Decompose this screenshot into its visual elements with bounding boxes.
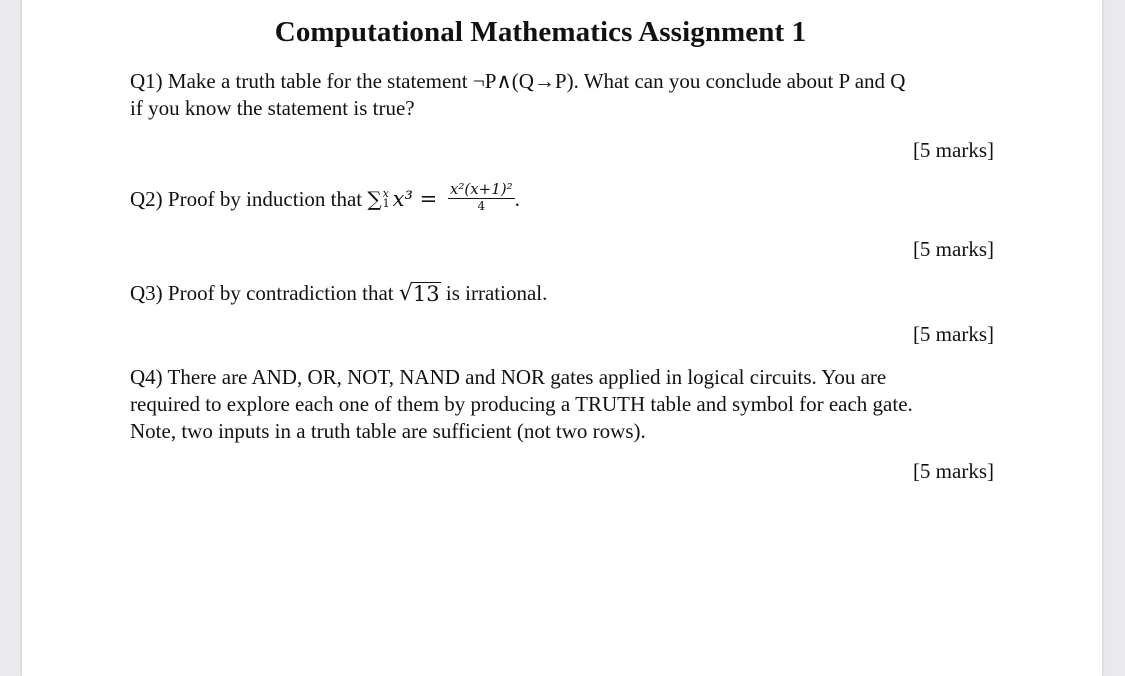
- question-4-line-1: Q4) There are AND, OR, NOT, NAND and NOR gates applied in logical circuits. You are: [130, 365, 887, 389]
- question-3-prefix: Q3) Proof by contradiction that: [130, 281, 399, 305]
- question-3-marks: [5 marks]: [912, 322, 994, 346]
- question-4-marks: [5 marks]: [912, 459, 994, 483]
- fraction-denominator: 4: [477, 198, 486, 213]
- question-4-line-3: Note, two inputs in a truth table are sufficient (not two rows).: [130, 419, 646, 443]
- question-4: [130, 364, 960, 445]
- document-title: Computational Mathematics Assignment 1: [274, 16, 807, 48]
- sum-limits: [382, 186, 390, 210]
- sum-expression: [367, 179, 514, 213]
- question-1-line-1: Q1) Make a truth table for the statement ¬P∧(Q→P). What can you conclude about P and Q: [130, 69, 906, 93]
- question-1-line-2: if you know the statement is true?: [130, 96, 415, 120]
- radical-sign: √: [398, 281, 413, 306]
- sum-lower-limit: 1: [382, 196, 390, 210]
- radicand: 13: [412, 282, 440, 306]
- question-2-suffix: .: [514, 187, 520, 211]
- question-3-suffix: is irrational.: [440, 281, 548, 305]
- question-4-line-2: required to explore each one of them by producing a TRUTH table and symbol for each gate.: [130, 392, 913, 416]
- sum-symbol: ∑: [367, 187, 382, 211]
- question-1: [130, 68, 960, 122]
- question-1-marks: [5 marks]: [912, 138, 994, 162]
- fraction-numerator: x²(x+1)²: [449, 179, 513, 198]
- sum-upper-limit: x: [382, 186, 389, 200]
- sum-term: x³ =: [392, 187, 444, 211]
- fraction: [448, 181, 515, 213]
- square-root: [399, 282, 441, 305]
- question-2-marks: [5 marks]: [912, 237, 994, 261]
- question-3: [130, 280, 960, 307]
- question-2-prefix: Q2) Proof by induction that: [130, 187, 368, 211]
- question-2: [130, 179, 960, 217]
